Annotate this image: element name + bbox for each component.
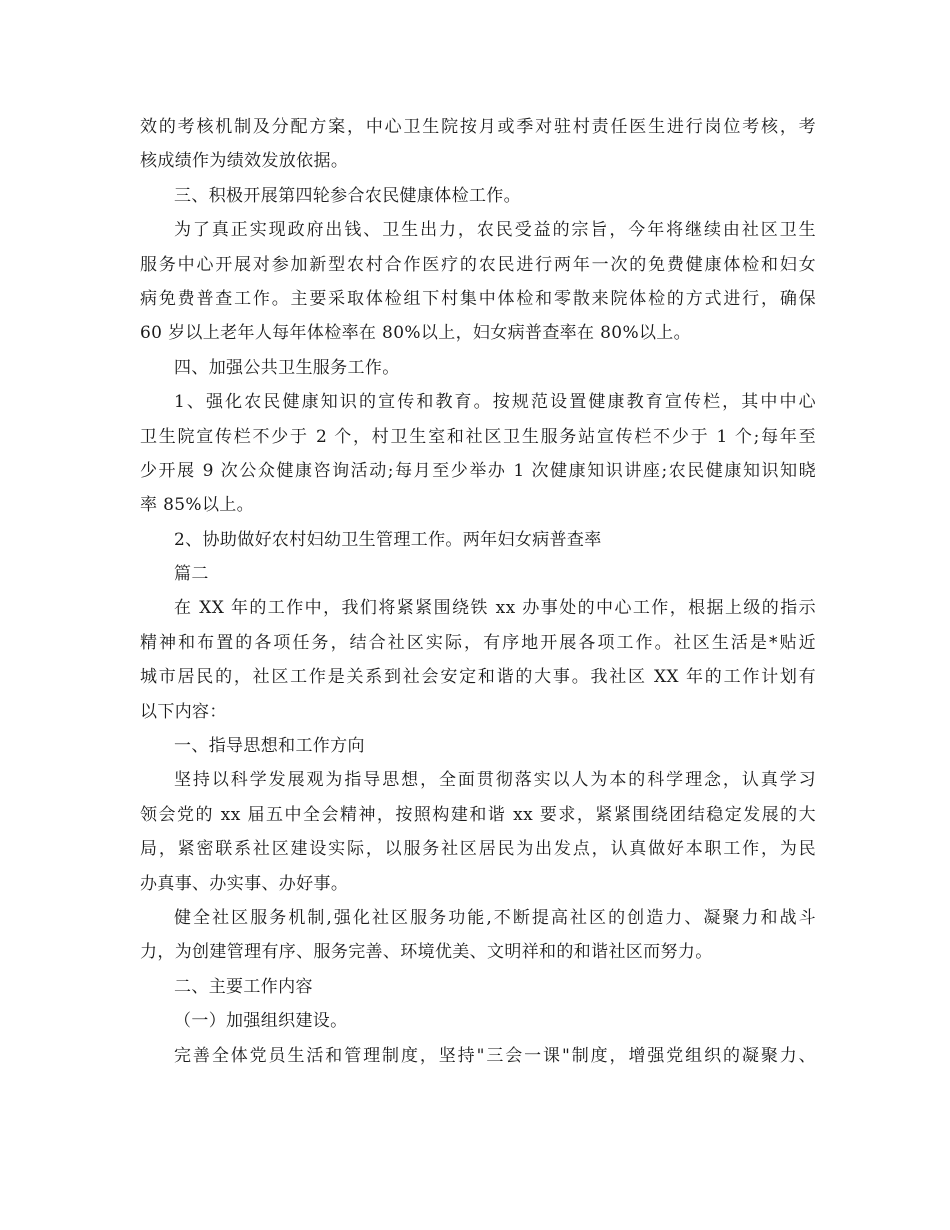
text-line: 卫生院宣传栏不少于 2 个，村卫生室和社区卫生服务站宣传栏不少于 1 个;每年至 xyxy=(140,426,816,447)
text-line: （一）加强组织建设。 xyxy=(174,1011,348,1032)
text-line: 完善全体党员生活和管理制度，坚持"三会一课"制度，增强党组织的凝聚力、 xyxy=(174,1045,816,1066)
text-line: 为了真正实现政府出钱、卫生出力，农民受益的宗旨，今年将继续由社区卫生 xyxy=(174,220,816,241)
text-line: 健全社区服务机制,强化社区服务功能,不断提高社区的创造力、凝聚力和战斗 xyxy=(174,907,816,928)
text-line: 四、加强公共卫生服务工作。 xyxy=(174,357,400,378)
text-line: 病免费普查工作。主要采取体检组下村集中体检和零散来院体检的方式进行，确保 xyxy=(140,288,816,309)
text-line: 城市居民的，社区工作是关系到社会安定和谐的大事。我社区 XX 年的工作计划有 xyxy=(140,667,816,688)
text-line: 效的考核机制及分配方案，中心卫生院按月或季对驻村责任医生进行岗位考核，考 xyxy=(140,117,816,137)
text-line: 率 85%以上。 xyxy=(140,495,254,516)
text-line: 2、协助做好农村妇幼卫生管理工作。两年妇女病普查率 xyxy=(174,529,602,550)
text-line: 1、强化农民健康知识的宣传和教育。按规范设置健康教育宣传栏，其中中心 xyxy=(174,392,816,413)
text-line: 办真事、办实事、办好事。 xyxy=(140,873,349,894)
text-line: 核成绩作为绩效发放依据。 xyxy=(140,151,349,172)
text-line: 一、指导思想和工作方向 xyxy=(174,736,365,757)
text-line: 局，紧密联系社区建设实际，以服务社区居民为出发点，认真做好本职工作，为民 xyxy=(140,839,816,860)
text-line: 精神和布置的各项任务，结合社区实际，有序地开展各项工作。社区生活是*贴近 xyxy=(140,632,816,653)
text-line: 篇二 xyxy=(174,564,209,585)
text-line: 力，为创建管理有序、服务完善、环境优美、文明祥和的和谐社区而努力。 xyxy=(140,942,713,963)
text-line: 服务中心开展对参加新型农村合作医疗的农民进行两年一次的免费健康体检和妇女 xyxy=(140,254,816,275)
text-line: 领会党的 xx 届五中全会精神，按照构建和谐 xx 要求，紧紧围绕团结稳定发展的大 xyxy=(140,804,816,825)
text-line: 少开展 9 次公众健康咨询活动;每月至少举办 1 次健康知识讲座;农民健康知识知晓 xyxy=(140,460,816,481)
text-line: 在 XX 年的工作中，我们将紧紧围绕铁 xx 办事处的中心工作，根据上级的指示 xyxy=(174,598,816,619)
text-line: 三、积极开展第四轮参合农民健康体检工作。 xyxy=(174,185,521,206)
text-line: 以下内容： xyxy=(140,701,227,722)
document-body xyxy=(140,110,816,1073)
text-line: 坚持以科学发展观为指导思想，全面贯彻落实以人为本的科学理念，认真学习 xyxy=(174,770,816,791)
text-line: 二、主要工作内容 xyxy=(174,976,313,997)
text-line: 60 岁以上老年人每年体检率在 80%以上，妇女病普查率在 80%以上。 xyxy=(140,323,692,344)
